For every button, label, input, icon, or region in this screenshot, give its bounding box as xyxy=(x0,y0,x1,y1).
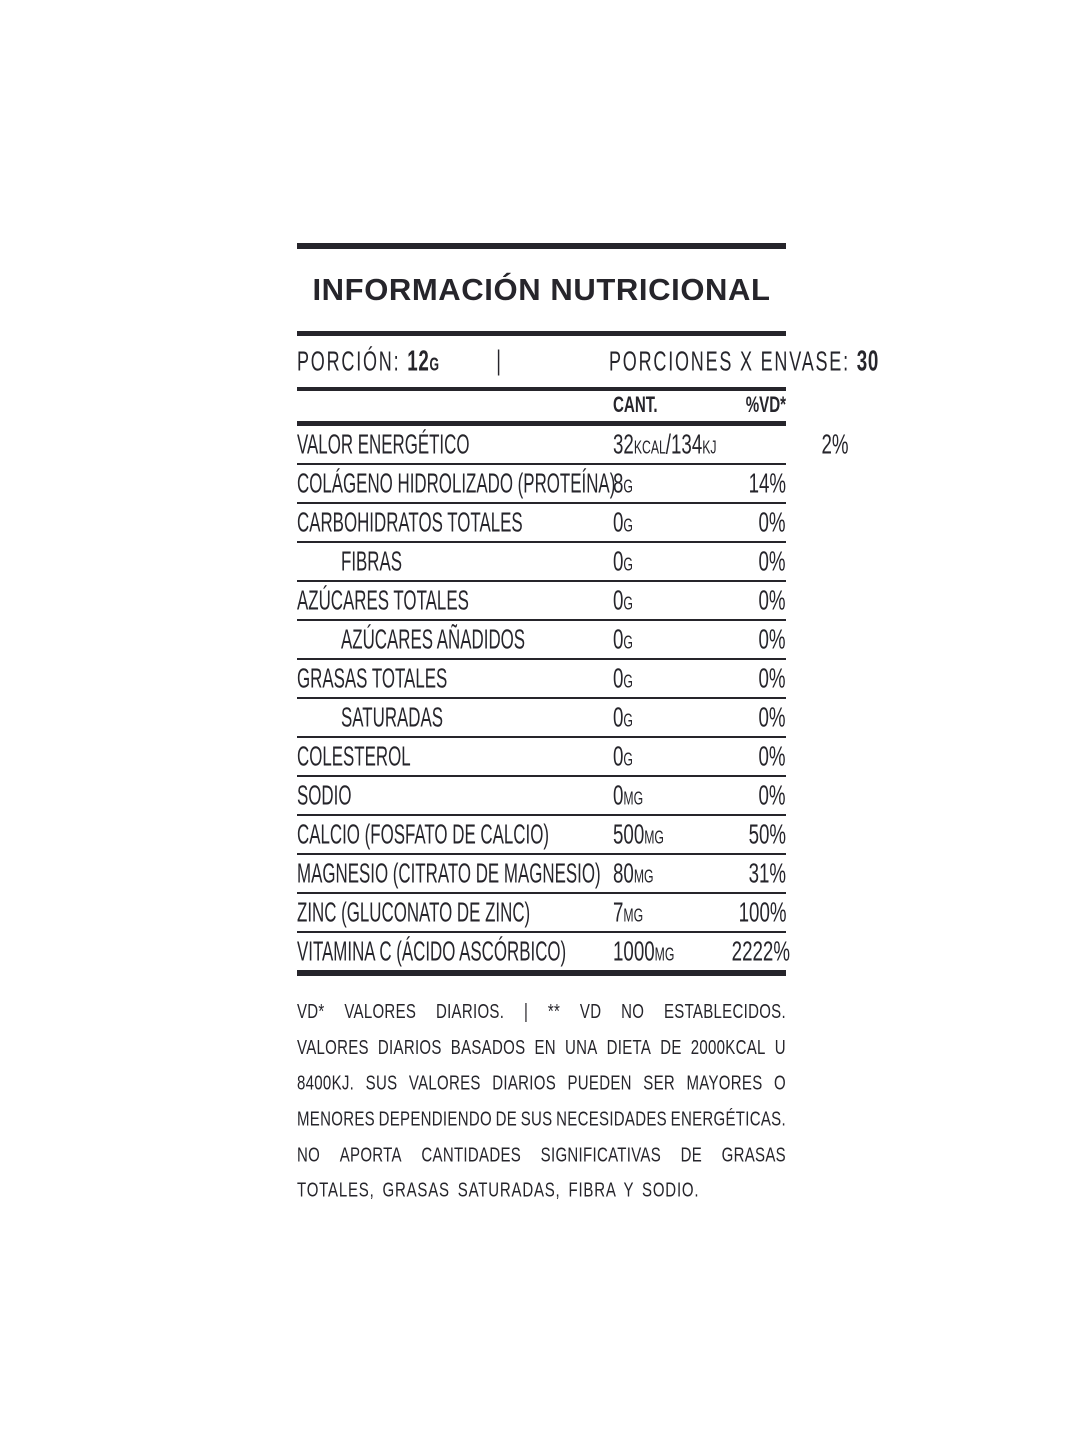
footnote-word: PUEDEN xyxy=(567,1071,632,1095)
servings-per-container xyxy=(609,344,879,378)
footnote-word: 8400KJ. xyxy=(297,1071,355,1095)
amount-unit: G xyxy=(623,710,633,731)
nutrient-daily-value xyxy=(694,585,786,616)
nutrient-name xyxy=(297,585,613,616)
nutrient-daily-value-text: 0% xyxy=(758,622,786,656)
nutrient-amount xyxy=(613,546,694,577)
nutrient-daily-value xyxy=(694,507,786,538)
table-row xyxy=(297,855,786,894)
table-row xyxy=(297,777,786,816)
nutrient-amount-text xyxy=(613,662,633,695)
amount-unit: G xyxy=(623,632,633,653)
footnote xyxy=(297,993,786,1209)
nutrient-name-text: CALCIO (FOSFATO DE CALCIO) xyxy=(297,817,549,851)
amount-unit: G xyxy=(623,593,633,614)
footnote-word: UNA xyxy=(564,1035,598,1059)
nutrient-daily-value-text: 31% xyxy=(748,856,786,890)
table-row xyxy=(297,933,791,970)
nutrient-amount xyxy=(613,468,694,499)
nutrient-name-text: AZÚCARES AÑADIDOS xyxy=(341,622,526,656)
footnote-word: VALORES xyxy=(408,1071,481,1095)
amount-value: 1000 xyxy=(613,934,655,968)
nutrient-name xyxy=(297,897,613,928)
amount-value: 0 xyxy=(613,505,624,539)
nutrient-daily-value-text: 2% xyxy=(821,427,849,461)
nutrient-name xyxy=(297,780,613,811)
nutrient-daily-value-text: 0% xyxy=(758,544,786,578)
footnote-word: MAYORES xyxy=(686,1071,763,1095)
nutrient-amount xyxy=(613,819,694,850)
nutrient-amount-text xyxy=(613,818,664,851)
nutrient-daily-value xyxy=(694,468,786,499)
nutrient-daily-value-text: 0% xyxy=(758,739,786,773)
nutrient-amount-text xyxy=(613,584,633,617)
nutrient-daily-value-text: 14% xyxy=(748,466,786,500)
footnote-word: APORTA xyxy=(339,1143,402,1167)
nutrient-amount xyxy=(613,702,694,733)
footnote-word: SER xyxy=(643,1071,676,1095)
footnote-word: DIARIOS. xyxy=(435,999,505,1023)
nutrient-amount-text xyxy=(613,896,643,929)
footnote-word: NO xyxy=(297,1143,321,1167)
nutrient-name xyxy=(297,663,613,694)
table-row xyxy=(297,816,786,855)
divider-bottom xyxy=(297,970,786,976)
amount-value: 500 xyxy=(613,817,645,851)
table-row xyxy=(297,504,786,543)
amount-unit: G xyxy=(623,554,633,575)
nutrient-daily-value xyxy=(694,741,786,772)
footnote-word: ENERGÉTICAS. xyxy=(670,1107,786,1131)
nutrient-name xyxy=(297,429,613,460)
amount-value: 0 xyxy=(613,700,624,734)
footnote-word: CANTIDADES xyxy=(421,1143,522,1167)
nutrient-amount-text xyxy=(613,545,633,578)
nutrient-name xyxy=(297,741,613,772)
table-row xyxy=(297,894,786,933)
amount-value: 0 xyxy=(613,544,624,578)
nutrient-amount xyxy=(613,585,694,616)
amount-value: 8 xyxy=(613,466,624,500)
footnote-word: MENORES xyxy=(297,1107,375,1131)
nutrient-amount-text xyxy=(613,623,633,656)
footnote-word: DE xyxy=(680,1143,703,1167)
nutrient-daily-value xyxy=(694,702,786,733)
serving-size-value: 12 xyxy=(407,344,430,378)
nutrient-daily-value xyxy=(694,780,786,811)
nutrient-name-text: SATURADAS xyxy=(341,700,444,734)
amount-unit: MG xyxy=(623,788,644,809)
serving-size-label: PORCIÓN: xyxy=(297,346,401,378)
nutrient-amount xyxy=(613,936,698,967)
table-row xyxy=(297,582,786,621)
footnote-word: ESTABLECIDOS. xyxy=(663,999,786,1023)
amount-unit: G xyxy=(623,515,633,536)
nutrient-amount-text xyxy=(613,779,643,812)
footnote-word: EN xyxy=(534,1035,556,1059)
footnote-word: SUS xyxy=(365,1071,398,1095)
nutrient-daily-value xyxy=(757,429,849,460)
nutrient-daily-value-text: 100% xyxy=(738,895,786,929)
nutrient-name-text: SODIO xyxy=(297,778,352,812)
nutrition-rows xyxy=(297,426,849,970)
footnote-word: BASADOS xyxy=(450,1035,526,1059)
nutrient-amount-text xyxy=(613,428,717,461)
column-header-amount: CANT. xyxy=(613,393,658,418)
footnote-word: 2000KCAL xyxy=(690,1035,766,1059)
nutrient-daily-value xyxy=(694,663,786,694)
serving-separator: | xyxy=(496,345,503,377)
nutrient-amount-text xyxy=(613,506,633,539)
footnote-word: SUS xyxy=(520,1107,553,1131)
nutrient-name-text: COLESTEROL xyxy=(297,739,411,773)
nutrient-name-text: VALOR ENERGÉTICO xyxy=(297,427,470,461)
nutrient-name-text: AZÚCARES TOTALES xyxy=(297,583,469,617)
nutrient-amount xyxy=(613,663,694,694)
amount-unit: KJ xyxy=(702,437,717,458)
amount-unit: G xyxy=(623,671,633,692)
nutrient-daily-value xyxy=(694,858,786,889)
servings-per-container-value: 30 xyxy=(856,344,880,378)
nutrient-name-text: GRASAS TOTALES xyxy=(297,661,448,695)
nutrient-name xyxy=(297,858,613,889)
nutrient-name-text: ZINC (GLUCONATO DE ZINC) xyxy=(297,895,531,929)
nutrient-daily-value-text: 0% xyxy=(758,700,786,734)
footnote-word: U xyxy=(774,1035,786,1059)
amount-unit: G xyxy=(623,476,633,497)
nutrient-amount-text xyxy=(613,740,633,773)
nutrient-amount xyxy=(613,741,694,772)
footnote-word: NECESIDADES xyxy=(556,1107,667,1131)
table-row xyxy=(297,426,849,465)
nutrient-amount xyxy=(613,897,694,928)
footnote-word: ** xyxy=(547,999,561,1023)
nutrient-name-text: COLÁGENO HIDROLIZADO (PROTEÍNA) xyxy=(297,466,616,500)
nutrient-daily-value-text: 0% xyxy=(758,583,786,617)
nutrient-name xyxy=(297,702,613,733)
footnote-word: DEPENDIENDO xyxy=(378,1107,492,1131)
footnote-word: VALORES xyxy=(344,999,417,1023)
page-title: INFORMACIÓN NUTRICIONAL xyxy=(312,272,771,307)
amount-value: 0 xyxy=(613,661,624,695)
amount-unit: MG xyxy=(644,827,664,848)
nutrient-amount xyxy=(613,780,694,811)
footnote-word: VALORES xyxy=(297,1035,369,1059)
nutrient-amount xyxy=(613,624,694,655)
footnote-word: GRASAS xyxy=(721,1143,786,1167)
amount-value: 0 xyxy=(613,739,624,773)
table-row xyxy=(297,621,786,660)
nutrient-amount-text xyxy=(613,935,674,968)
nutrient-daily-value xyxy=(694,546,786,577)
footnote-word: O xyxy=(774,1071,786,1095)
table-row xyxy=(297,660,786,699)
table-row xyxy=(297,465,786,504)
amount-unit: KCAL xyxy=(633,437,666,458)
nutrient-daily-value-text: 0% xyxy=(758,661,786,695)
nutrient-daily-value-text: 2222% xyxy=(731,934,791,968)
nutrient-daily-value xyxy=(694,897,786,928)
table-row xyxy=(297,738,786,777)
nutrient-name xyxy=(297,624,613,655)
nutrient-daily-value xyxy=(694,624,786,655)
serving-size xyxy=(297,344,440,378)
nutrient-name-text: FIBRAS xyxy=(341,544,403,578)
nutrient-name xyxy=(297,546,613,577)
footnote-word: DIARIOS xyxy=(377,1035,442,1059)
table-row xyxy=(297,699,786,738)
nutrient-daily-value-text: 50% xyxy=(748,817,786,851)
nutrient-name-text: CARBOHIDRATOS TOTALES xyxy=(297,505,523,539)
title-wrap xyxy=(297,249,786,331)
nutrient-amount-text xyxy=(613,467,633,500)
amount-value: 0 xyxy=(613,778,624,812)
nutrient-name xyxy=(297,936,613,967)
column-headers xyxy=(297,391,786,421)
footnote-word: DIARIOS xyxy=(492,1071,556,1095)
footnote-word: DIETA xyxy=(606,1035,652,1059)
amount-value: 0 xyxy=(613,583,624,617)
amount-value: 80 xyxy=(613,856,634,890)
nutrient-amount xyxy=(613,858,694,889)
nutrient-daily-value-text: 0% xyxy=(758,778,786,812)
nutrient-amount xyxy=(613,507,694,538)
nutrient-name xyxy=(297,507,613,538)
nutrient-name-text: VITAMINA C (ÁCIDO ASCÓRBICO) xyxy=(297,934,567,968)
nutrient-name xyxy=(297,819,613,850)
footnote-word: SIGNIFICATIVAS xyxy=(540,1143,661,1167)
nutrient-daily-value xyxy=(694,819,786,850)
amount-unit: MG xyxy=(654,944,675,965)
amount-unit: MG xyxy=(623,905,644,926)
nutrient-amount xyxy=(613,429,757,460)
nutrient-daily-value xyxy=(698,936,790,967)
amount-value: 7 xyxy=(613,895,624,929)
nutrient-daily-value-text: 0% xyxy=(758,505,786,539)
footnote-line-last: TOTALES, GRASAS SATURADAS, FIBRA Y SODIO. xyxy=(297,1178,700,1202)
footnote-word: | xyxy=(523,999,529,1023)
table-row xyxy=(297,543,786,582)
serving-size-unit: G xyxy=(429,354,440,376)
amount-value: 32 xyxy=(613,427,634,461)
footnote-word: NO xyxy=(621,999,645,1023)
footnote-word: VD* xyxy=(297,999,325,1023)
footnote-word: DE xyxy=(495,1107,518,1131)
serving-info xyxy=(297,336,880,387)
footnote-word: VD xyxy=(579,999,602,1023)
servings-per-container-label: PORCIONES X ENVASE: xyxy=(609,346,851,378)
amount-value: 0 xyxy=(613,622,624,656)
nutrient-name xyxy=(297,466,616,500)
amount-unit: G xyxy=(623,749,633,770)
nutrition-facts-panel xyxy=(297,243,880,1209)
amount-value: /134 xyxy=(665,427,703,461)
footnote-word: DE xyxy=(660,1035,682,1059)
column-header-dv: %VD* xyxy=(745,393,786,418)
amount-unit: MG xyxy=(633,866,654,887)
nutrient-name-text: MAGNESIO (CITRATO DE MAGNESIO) xyxy=(297,856,601,890)
nutrient-amount-text xyxy=(613,701,633,734)
nutrient-amount-text xyxy=(613,857,654,890)
